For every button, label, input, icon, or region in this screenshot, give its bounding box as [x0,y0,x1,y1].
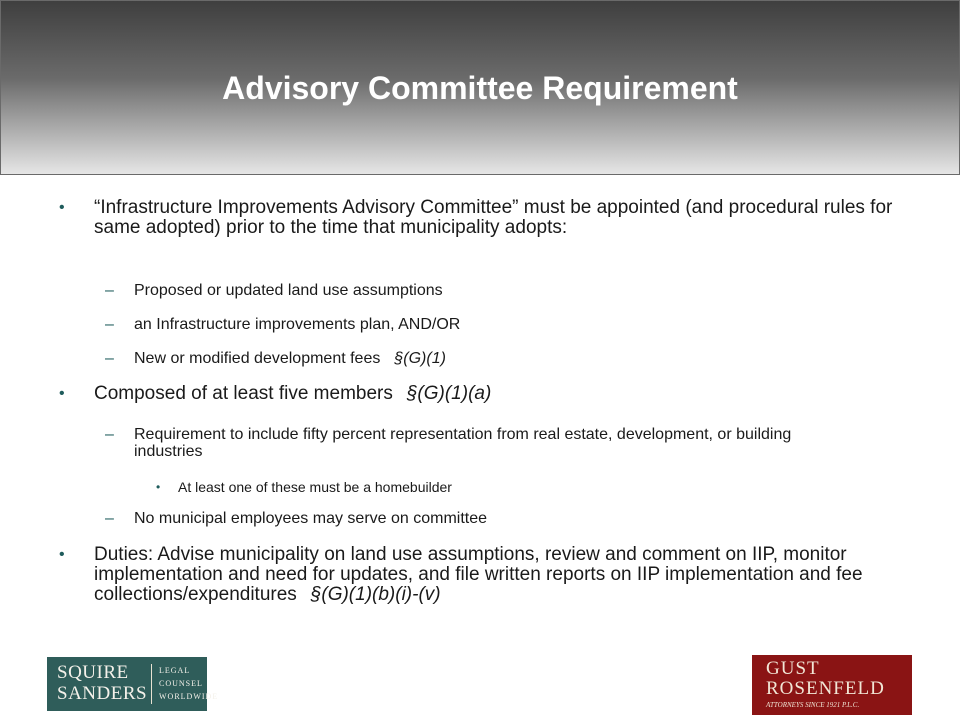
bullet-dot-icon: • [156,480,161,494]
sub-bullet-text: No municipal employees may serve on committee [134,510,488,527]
sub-bullet-item [105,510,834,527]
gust-rosenfeld-wordmark: GUST ROSENFELD [766,658,885,699]
dash-icon: – [105,316,114,333]
squire-sanders-logo [47,657,219,711]
statute-citation: §(G)(1)(b)(i)-(v) [310,584,441,605]
bullet-text: “Infrastructure Improvements Advisory Committee” must be appointed (and procedural rules for same adopted) prior to the time that municipality adopts: [94,197,893,238]
bullet-item [59,197,894,238]
gust-rosenfeld-logo [752,655,912,715]
logo-divider [151,664,152,704]
sub-bullet-text: Proposed or updated land use assumptions [134,282,443,299]
dash-icon: – [105,350,114,367]
dash-icon: – [105,510,114,527]
sub-bullet-text: New or modified development fees [134,350,381,367]
slide-title: Advisory Committee Requirement [222,70,738,106]
sub-sub-bullet-item [156,479,778,495]
bullet-dot-icon: • [59,199,65,216]
statute-citation: §(G)(1) [394,350,446,367]
sub-bullet-text: Requirement to include fifty percent representation from real estate, development, or building industries [134,426,792,460]
squire-sanders-tagline: LEGAL COUNSEL WORLDWIDE [159,666,219,701]
sub-bullet-item [105,282,834,299]
bullet-text: Composed of at least five members [94,383,393,404]
bullet-dot-icon: • [59,546,65,563]
statute-citation: §(G)(1)(a) [406,383,492,404]
sub-bullet-item [105,350,834,367]
bullet-item [59,383,894,404]
squire-sanders-wordmark: SQUIRE SANDERS [57,662,148,704]
sub-bullet-item [105,426,834,460]
gust-rosenfeld-tagline: ATTORNEYS SINCE 1921 P.L.C. [766,701,860,709]
sub-sub-bullet-text: At least one of these must be a homebuilder [178,479,452,495]
dash-icon: – [105,282,114,299]
sub-bullet-item [105,316,834,333]
bullet-item [59,544,894,605]
sub-bullet-text: an Infrastructure improvements plan, AND/OR [134,316,461,333]
bullet-dot-icon: • [59,385,65,402]
bullet-text: Duties: Advise municipality on land use assumptions, review and comment on IIP, monitor implementation and need for updates, and file written reports on IIP implementation and fee collections/expenditures [94,544,863,605]
dash-icon: – [105,426,114,443]
